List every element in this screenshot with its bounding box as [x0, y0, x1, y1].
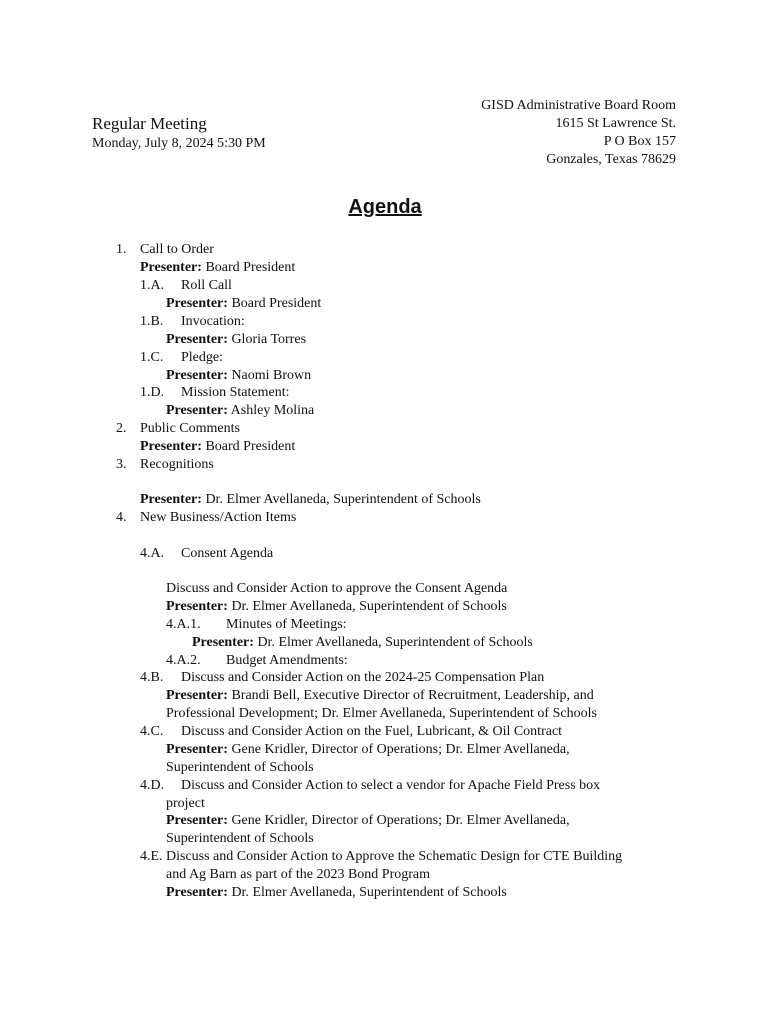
presenter-name: Brandi Bell, Executive Director of Recruitment, Leadership, and	[231, 688, 594, 703]
presenter-name: Board President	[205, 260, 296, 275]
item-description: Discuss and Consider Action to approve the Consent Agenda	[166, 581, 508, 596]
presenter-label: Presenter:	[140, 260, 202, 275]
agenda-title: Agenda	[348, 196, 422, 218]
presenter-label: Presenter:	[166, 296, 228, 311]
presenter-name: Dr. Elmer Avellaneda, Superintendent of Schools	[231, 885, 507, 900]
item-title: Pledge:	[181, 350, 223, 365]
presenter-name: Gene Kridler, Director of Operations; Dr. Elmer Avellaneda,	[231, 742, 570, 757]
item-title-continuation: and Ag Barn as part of the 2023 Bond Program	[166, 867, 431, 882]
presenter-label: Presenter:	[166, 599, 228, 614]
presenter-label: Presenter:	[166, 368, 228, 383]
presenter-line	[166, 687, 594, 705]
item-title: Discuss and Consider Action on the 2024-25 Compensation Plan	[181, 670, 545, 685]
meeting-type: Regular Meeting	[92, 114, 207, 133]
presenter-name: Dr. Elmer Avellaneda, Superintendent of Schools	[257, 635, 533, 650]
meeting-info	[92, 113, 266, 153]
item-number: 4.B.	[140, 670, 164, 685]
presenter-line	[166, 598, 507, 616]
item-number: 1.A.	[140, 278, 165, 293]
presenter-line	[192, 634, 533, 652]
item-title-continuation: project	[166, 796, 205, 811]
presenter-line	[166, 367, 311, 385]
item-title: New Business/Action Items	[140, 510, 297, 525]
presenter-name: Naomi Brown	[231, 368, 312, 383]
presenter-label: Presenter:	[140, 492, 202, 507]
presenter-label: Presenter:	[166, 813, 228, 828]
presenter-line	[140, 259, 295, 277]
item-number: 4.C.	[140, 724, 164, 739]
presenter-line	[166, 331, 306, 349]
item-title: Budget Amendments:	[226, 653, 348, 668]
item-number: 4.E.	[140, 849, 163, 864]
presenter-name: Dr. Elmer Avellaneda, Superintendent of Schools	[231, 599, 507, 614]
item-title: Call to Order	[140, 242, 214, 257]
item-number: 3.	[116, 457, 127, 472]
presenter-name: Ashley Molina	[230, 403, 315, 418]
item-title: Roll Call	[181, 278, 232, 293]
item-title: Discuss and Consider Action on the Fuel, Lubricant, & Oil Contract	[181, 724, 563, 739]
item-title: Public Comments	[140, 421, 240, 436]
presenter-continuation: Superintendent of Schools	[166, 831, 314, 846]
item-title: Consent Agenda	[181, 546, 274, 561]
presenter-label: Presenter:	[166, 332, 228, 347]
presenter-line	[166, 884, 507, 902]
presenter-label: Presenter:	[140, 439, 202, 454]
item-number: 4.A.1.	[166, 617, 201, 632]
item-number: 4.A.2.	[166, 653, 201, 668]
meeting-date: Monday, July 8, 2024 5:30 PM	[92, 136, 266, 151]
item-title: Minutes of Meetings:	[226, 617, 347, 632]
item-title: Recognitions	[140, 457, 214, 472]
item-title: Discuss and Consider Action to Approve the Schematic Design for CTE Building	[166, 849, 623, 864]
location-line: Gonzales, Texas 78629	[546, 152, 676, 167]
presenter-label: Presenter:	[166, 403, 228, 418]
item-number: 4.	[116, 510, 127, 525]
presenter-name: Dr. Elmer Avellaneda, Superintendent of Schools	[205, 492, 481, 507]
item-number: 1.	[116, 242, 127, 257]
presenter-line	[140, 491, 481, 509]
meeting-location	[481, 97, 676, 169]
presenter-label: Presenter:	[166, 885, 228, 900]
presenter-label: Presenter:	[166, 688, 228, 703]
item-number: 1.C.	[140, 350, 164, 365]
presenter-continuation: Professional Development; Dr. Elmer Avellaneda, Superintendent of Schools	[166, 706, 597, 721]
presenter-label: Presenter:	[192, 635, 254, 650]
presenter-line	[166, 812, 570, 830]
location-line: 1615 St Lawrence St.	[555, 116, 676, 131]
presenter-name: Gloria Torres	[231, 332, 307, 347]
item-title: Mission Statement:	[181, 385, 290, 400]
location-line: GISD Administrative Board Room	[481, 98, 676, 113]
item-number: 4.D.	[140, 778, 165, 793]
item-number: 1.D.	[140, 385, 165, 400]
item-number: 2.	[116, 421, 127, 436]
presenter-line	[166, 741, 570, 759]
item-title: Discuss and Consider Action to select a vendor for Apache Field Press box	[181, 778, 601, 793]
presenter-name: Board President	[205, 439, 296, 454]
presenter-label: Presenter:	[166, 742, 228, 757]
item-title: Invocation:	[181, 314, 245, 329]
presenter-line	[166, 402, 314, 420]
presenter-line	[140, 438, 295, 456]
presenter-line	[166, 295, 321, 313]
item-number: 1.B.	[140, 314, 164, 329]
presenter-name: Board President	[231, 296, 322, 311]
presenter-continuation: Superintendent of Schools	[166, 760, 314, 775]
location-line: P O Box 157	[603, 134, 676, 149]
presenter-name: Gene Kridler, Director of Operations; Dr. Elmer Avellaneda,	[231, 813, 570, 828]
item-number: 4.A.	[140, 546, 165, 561]
